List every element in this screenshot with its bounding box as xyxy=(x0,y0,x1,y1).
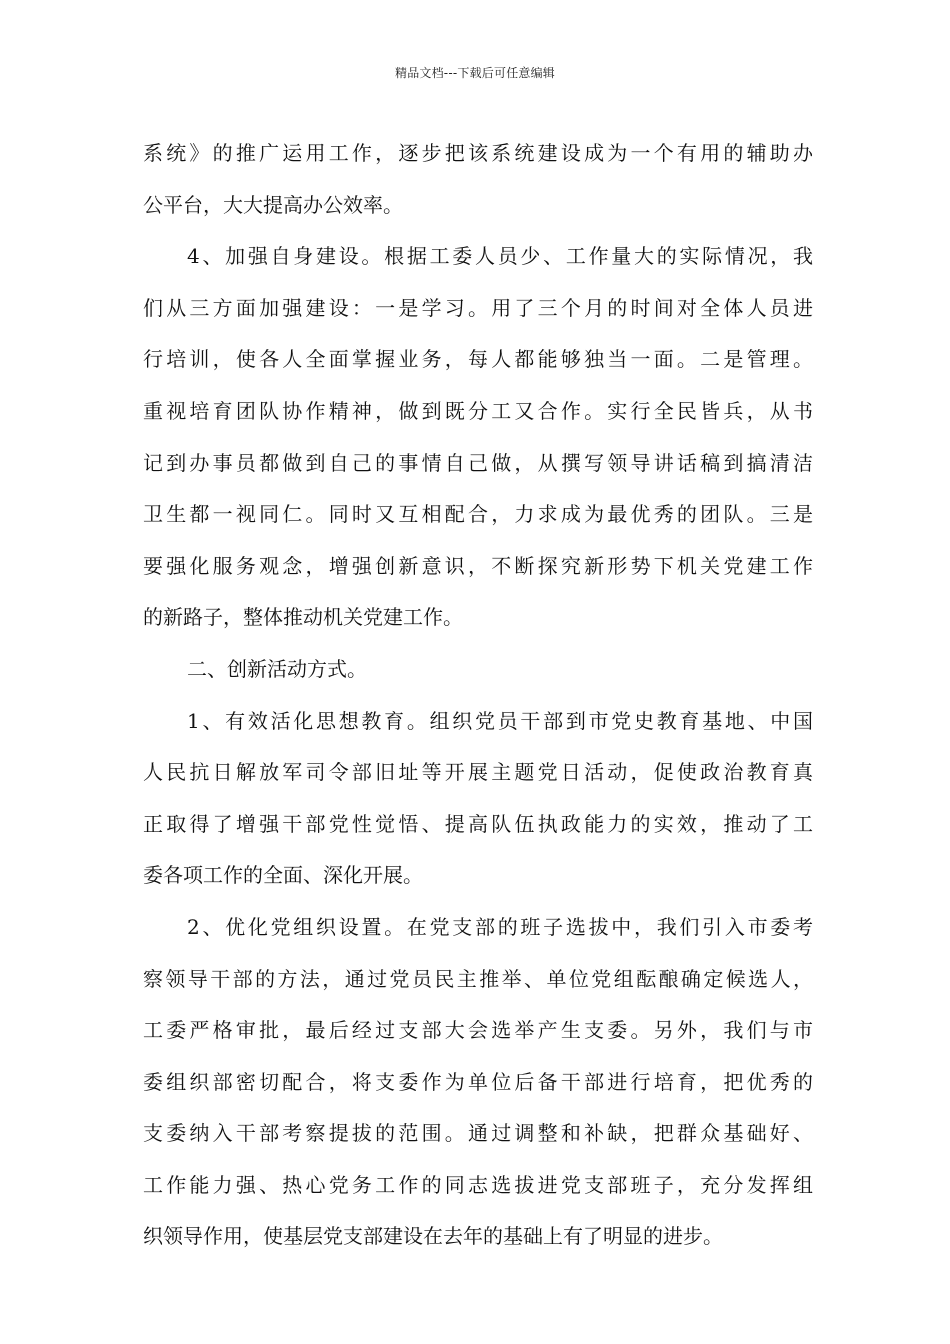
text-line: 1、有效活化思想教育。组织党员干部到市党史教育基地、中国 xyxy=(187,708,813,733)
text-line: 察领导干部的方法，通过党员民主推举、单位党组酝酿确定候选人， xyxy=(143,966,813,991)
text-line: 织领导作用，使基层党支部建设在去年的基础上有了明显的进步。 xyxy=(143,1224,723,1249)
text-line: 系统》的推广运用工作，逐步把该系统建设成为一个有用的辅助办 xyxy=(143,141,813,165)
text-line: 工委严格审批，最后经过支部大会选举产生支委。另外，我们与市 xyxy=(143,1018,813,1043)
text-line: 们从三方面加强建设：一是学习。用了三个月的时间对全体人员进 xyxy=(143,295,813,320)
text-line: 行培训，使各人全面掌握业务，每人都能够独当一面。二是管理。 xyxy=(143,347,813,372)
document-body xyxy=(143,128,813,1263)
text-line: 的新路子，整体推动机关党建工作。 xyxy=(143,605,463,630)
text-line: 公平台，大大提高办公效率。 xyxy=(143,192,403,217)
text-line: 人民抗日解放军司令部旧址等开展主题党日活动，促使政治教育真 xyxy=(143,760,813,785)
text-line: 正取得了增强干部党性觉悟、提高队伍执政能力的实效，推动了工 xyxy=(143,811,813,836)
text-line: 委各项工作的全面、深化开展。 xyxy=(143,863,423,888)
text-line: 卫生都一视同仁。同时又互相配合，力求成为最优秀的团队。三是 xyxy=(143,502,813,527)
text-line: 要强化服务观念，增强创新意识，不断探究新形势下机关党建工作 xyxy=(143,553,813,578)
section-heading: 二、创新活动方式。 xyxy=(187,656,367,681)
text-line: 4、加强自身建设。根据工委人员少、工作量大的实际情况，我 xyxy=(187,244,813,269)
text-line: 重视培育团队协作精神，做到既分工又合作。实行全民皆兵，从书 xyxy=(143,398,813,423)
text-line: 工作能力强、热心党务工作的同志选拔进党支部班子，充分发挥组 xyxy=(143,1172,813,1197)
text-line: 委组织部密切配合，将支委作为单位后备干部进行培育，把优秀的 xyxy=(143,1069,813,1094)
text-line: 2、优化党组织设置。在党支部的班子选拔中，我们引入市委考 xyxy=(187,914,813,939)
text-line: 记到办事员都做到自己的事情自己做，从撰写领导讲话稿到搞清洁 xyxy=(143,450,813,475)
page-header: 精品文档---下载后可任意编辑 xyxy=(395,66,555,80)
text-line: 支委纳入干部考察提拔的范围。通过调整和补缺，把群众基础好、 xyxy=(143,1121,813,1146)
